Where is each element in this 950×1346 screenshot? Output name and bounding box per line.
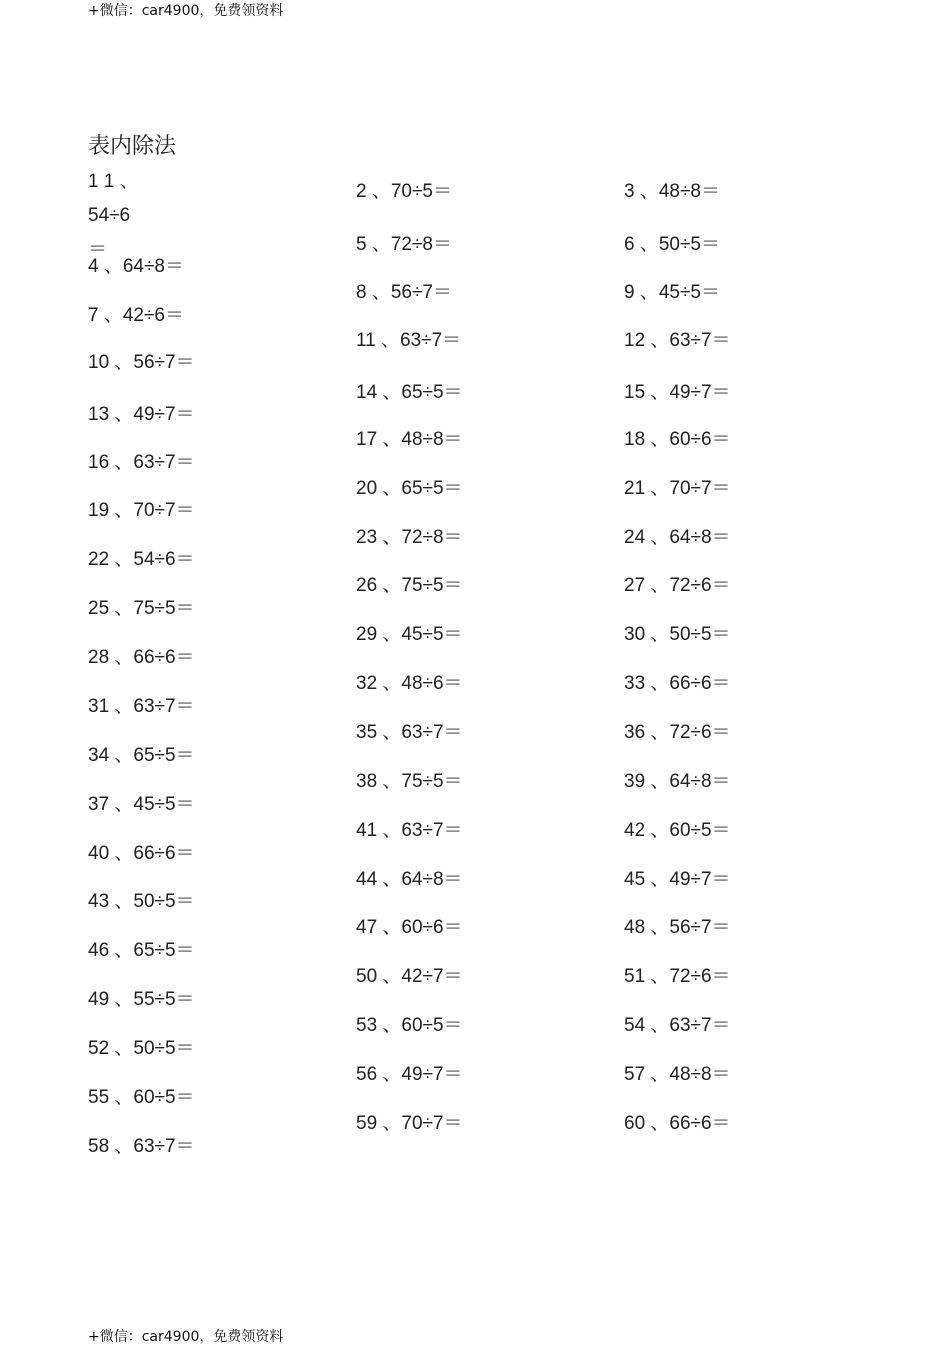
problem-item: 45 、49÷7＝ — [624, 869, 731, 890]
problem-item: 39 、64÷8＝ — [624, 771, 731, 792]
problem-item: 9 、45÷5＝ — [624, 282, 720, 303]
problem-item: 14 、65÷5＝ — [356, 382, 463, 403]
problem-item: 15 、49÷7＝ — [624, 382, 731, 403]
problem-item: 41 、63÷7＝ — [356, 820, 463, 841]
problem-item: 5 、72÷8＝ — [356, 234, 452, 255]
problem-item: 4 、64÷8＝ — [88, 256, 184, 277]
problem-item: 38 、75÷5＝ — [356, 771, 463, 792]
problem-item: 16 、63÷7＝ — [88, 452, 195, 473]
problem-item: 13 、49÷7＝ — [88, 404, 195, 425]
problem-item: 11 、63÷7＝ — [356, 330, 462, 351]
problem-item: 29 、45÷5＝ — [356, 624, 463, 645]
problem-item: 35 、63÷7＝ — [356, 722, 463, 743]
problem-item: 28 、66÷6＝ — [88, 647, 195, 668]
problem-item: 42 、60÷5＝ — [624, 820, 731, 841]
problem-item: 46 、65÷5＝ — [88, 940, 195, 961]
problem-item: 32 、48÷6＝ — [356, 673, 463, 694]
problem-item: 43 、50÷5＝ — [88, 891, 195, 912]
problem-item: 51 、72÷6＝ — [624, 966, 731, 987]
problem-item: 27 、72÷6＝ — [624, 575, 731, 596]
problem-item: 57 、48÷8＝ — [624, 1064, 731, 1085]
problem-item: 53 、60÷5＝ — [356, 1015, 463, 1036]
problem-item: 31 、63÷7＝ — [88, 696, 195, 717]
problem-item: 6 、50÷5＝ — [624, 234, 720, 255]
problem-item: 52 、50÷5＝ — [88, 1038, 195, 1059]
problem-item: 58 、63÷7＝ — [88, 1136, 195, 1157]
problem-item: 33 、66÷6＝ — [624, 673, 731, 694]
problem-item: 55 、60÷5＝ — [88, 1087, 195, 1108]
problem-item: 3 、48÷8＝ — [624, 181, 720, 202]
problem-item: 8 、56÷7＝ — [356, 282, 452, 303]
problem-item: 22 、54÷6＝ — [88, 549, 195, 570]
problem-item: 34 、65÷5＝ — [88, 745, 195, 766]
problem-item: 59 、70÷7＝ — [356, 1113, 463, 1134]
watermark-bottom: +微信：car4900，免费领资料 — [88, 1329, 284, 1345]
problem-item: 60 、66÷6＝ — [624, 1113, 731, 1134]
problem-item: 40 、66÷6＝ — [88, 843, 195, 864]
problem-item: 26 、75÷5＝ — [356, 575, 463, 596]
problem-item: 50 、42÷7＝ — [356, 966, 463, 987]
problem-item: 7 、42÷6＝ — [88, 305, 184, 326]
problem-item: 47 、60÷6＝ — [356, 917, 463, 938]
problem-item: 56 、49÷7＝ — [356, 1064, 463, 1085]
problem-item: 2 、70÷5＝ — [356, 181, 452, 202]
watermark-top: +微信：car4900，免费领资料 — [88, 3, 284, 19]
problem-item: 18 、60÷6＝ — [624, 429, 731, 450]
page-title: 表内除法 — [88, 134, 177, 159]
problem-item: 49 、55÷5＝ — [88, 989, 195, 1010]
problem-item: 44 、64÷8＝ — [356, 869, 463, 890]
problem-item: 37 、45÷5＝ — [88, 794, 195, 815]
problem-item: 10 、56÷7＝ — [88, 352, 195, 373]
problem-item: 25 、75÷5＝ — [88, 598, 195, 619]
problem-item: 54 、63÷7＝ — [624, 1015, 731, 1036]
problem-item: 24 、64÷8＝ — [624, 527, 731, 548]
problem-item: 20 、65÷5＝ — [356, 478, 463, 499]
problem-item: 23 、72÷8＝ — [356, 527, 463, 548]
problem-item: 12 、63÷7＝ — [624, 330, 731, 351]
problem-item: 48 、56÷7＝ — [624, 917, 731, 938]
problem-item: 36 、72÷6＝ — [624, 722, 731, 743]
problem-item: 30 、50÷5＝ — [624, 624, 731, 645]
problem-item: 1 1 、 54÷6＝ — [88, 171, 139, 260]
problem-item: 21 、70÷7＝ — [624, 478, 731, 499]
problem-item: 19 、70÷7＝ — [88, 500, 195, 521]
problem-item: 17 、48÷8＝ — [356, 429, 463, 450]
